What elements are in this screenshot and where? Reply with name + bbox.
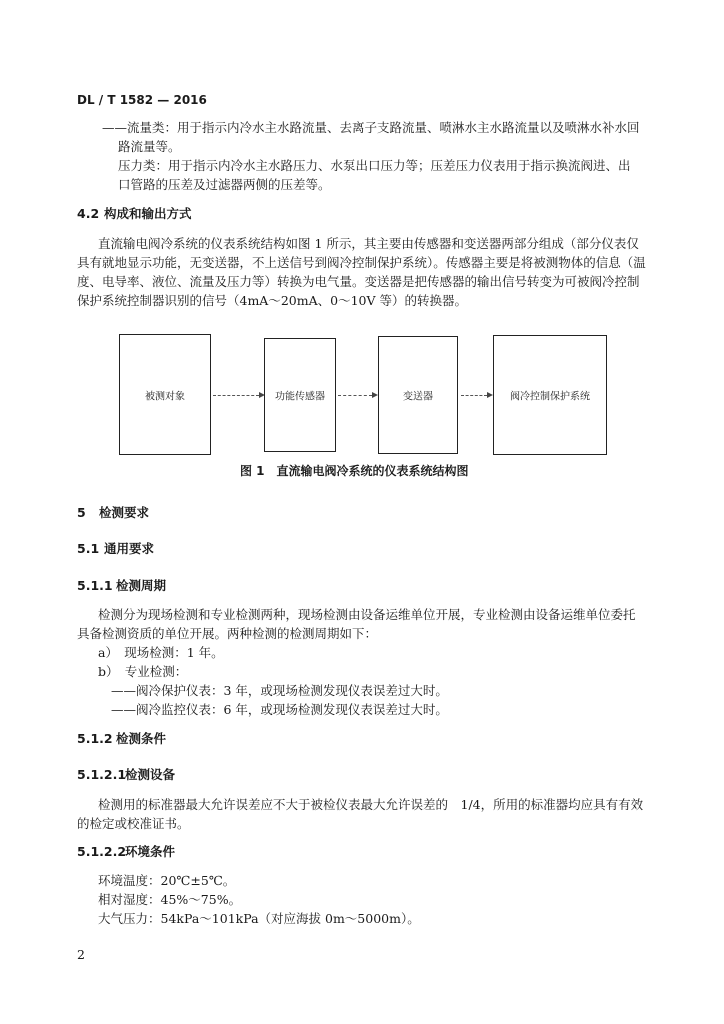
section-5-1-1-item-b-1: ——阀冷保护仪表：3 年，或现场检测发现仪表误差过大时。 <box>111 683 448 698</box>
section-5-number: 5 <box>77 505 86 520</box>
section-5-1-2-2-item-1: 环境温度：20℃±5℃。 <box>98 873 236 888</box>
pressure-category-line-2: 口管路的压差及过滤器两侧的压差等。 <box>118 177 331 192</box>
section-5-1-2-2-number: 5.1.2.2 <box>77 844 127 859</box>
box-transmitter <box>378 336 458 454</box>
section-5-1-1-item-a: a） 现场检测：1 年。 <box>98 645 224 660</box>
section-5-1-1-item-b: b） 专业检测： <box>98 664 188 679</box>
section-5-1-2-1-para-line-2: 的检定或校准证书。 <box>77 816 190 831</box>
section-5-1-2-title: 检测条件 <box>116 731 167 746</box>
section-5-1-1-para-line-1: 检测分为现场检测和专业检测两种，现场检测由设备运维单位开展，专业检测由设备运维单位委托 <box>98 607 636 622</box>
section-5-1-1-para-line-2: 具备检测资质的单位开展。两种检测的检测周期如下： <box>77 626 378 641</box>
section-5-1-2-1-title: 检测设备 <box>125 767 176 782</box>
section-5-1-2-1-number: 5.1.2.1 <box>77 767 127 782</box>
section-4-2-para-line-1: 直流输电阀冷系统的仪表系统结构如图 1 所示，其主要由传感器和变送器两部分组成（部分仪表仅 <box>98 236 639 251</box>
box-valve-cooling-control-system-label: 阀冷控制保护系统 <box>510 391 590 403</box>
section-5-1-2-2-title: 环境条件 <box>125 844 176 859</box>
section-5-title: 检测要求 <box>99 505 150 520</box>
section-5-1-2-1-para-line-1: 检测用的标准器最大允许误差应不大于被检仪表最大允许误差的 1/4，所用的标准器均应具有有效 <box>98 797 644 812</box>
pressure-category-line-1: 压力类：用于指示内冷水主水路压力、水泵出口压力等；压差压力仪表用于指示换流阀进、出 <box>118 158 631 173</box>
arrow-2 <box>338 395 372 396</box>
box-sensor-label: 功能传感器 <box>275 391 325 403</box>
box-measured-object <box>119 334 211 455</box>
arrow-1 <box>213 395 259 396</box>
box-valve-cooling-control-system <box>493 335 607 455</box>
section-5-1-1-item-b-2: ——阀冷监控仪表：6 年，或现场检测发现仪表误差过大时。 <box>111 702 448 717</box>
box-sensor <box>264 338 336 452</box>
section-4-2-number: 4.2 <box>77 206 100 221</box>
section-5-1-1-number: 5.1.1 <box>77 578 113 593</box>
standard-header: DL / T 1582 — 2016 <box>77 93 207 107</box>
section-5-1-2-number: 5.1.2 <box>77 731 113 746</box>
section-4-2-para-line-4: 保护系统控制器识别的信号（4mA～20mA、0～10V 等）的转换器。 <box>77 293 467 308</box>
box-measured-object-label: 被测对象 <box>145 391 185 402</box>
figure-1-caption: 图 1 直流输电阀冷系统的仪表系统结构图 <box>240 464 469 478</box>
flow-category-line-2: 路流量等。 <box>118 139 181 154</box>
section-5-1-2-2-item-3: 大气压力：54kPa～101kPa（对应海拔 0m～5000m）。 <box>98 911 420 926</box>
section-5-1-title: 通用要求 <box>104 541 155 556</box>
section-5-1-2-2-item-2: 相对湿度：45%～75%。 <box>98 892 242 907</box>
section-5-1-1-title: 检测周期 <box>116 578 167 593</box>
section-4-2-para-line-3: 度、电导率、液位、流量及压力等）转换为电气量。变送器是把传感器的输出信号转变为可被阀冷控制 <box>77 274 640 289</box>
section-4-2-para-line-2: 具有就地显示功能，无变送器，不上送信号到阀冷控制保护系统）。传感器主要是将被测物体的信息（温 <box>77 255 646 270</box>
box-transmitter-label: 变送器 <box>403 391 433 403</box>
page-number: 2 <box>77 947 85 962</box>
flow-category-line-1: ——流量类：用于指示内冷水主水路流量、去离子支路流量、喷淋水主水路流量以及喷淋水补水回 <box>102 120 640 135</box>
section-5-1-number: 5.1 <box>77 541 100 556</box>
section-4-2-title: 构成和输出方式 <box>104 206 192 221</box>
arrow-3 <box>461 395 487 396</box>
